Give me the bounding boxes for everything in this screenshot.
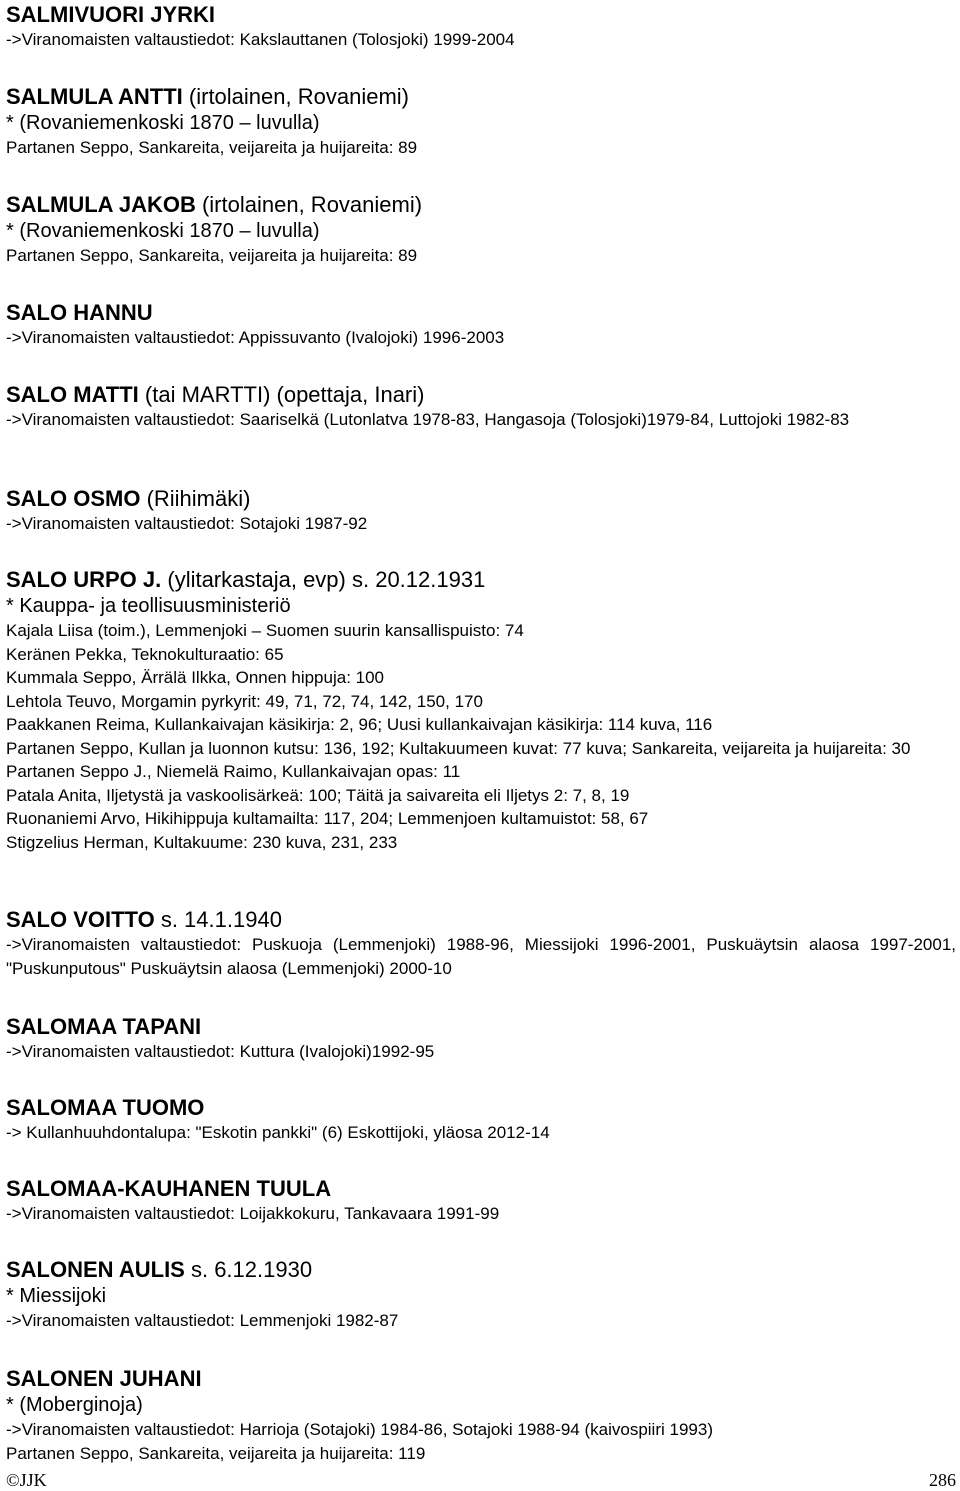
entry-heading xyxy=(6,300,956,326)
entry-line: ->Viranomaisten valtaustiedot: Lemmenjoki 1982-87 xyxy=(6,1311,399,1330)
entry-heading xyxy=(6,192,956,218)
page-number: 286 xyxy=(929,1470,956,1490)
person-name: SALOMAA TAPANI xyxy=(6,1014,202,1039)
entry-line: ->Viranomaisten valtaustiedot: Kakslauttanen (Tolosjoki) 1999-2004 xyxy=(6,30,515,49)
entry xyxy=(6,567,956,854)
entry-line: Kummala Seppo, Ärrälä Ilkka, Onnen hippuja: 100 xyxy=(6,668,385,687)
person-name: SALO URPO J. xyxy=(6,567,162,592)
entry xyxy=(6,1014,956,1064)
person-details: (irtolainen, Rovaniemi) xyxy=(182,84,409,109)
entry xyxy=(6,382,956,432)
entry-heading xyxy=(6,2,956,28)
person-name: SALOMAA-KAUHANEN TUULA xyxy=(6,1176,332,1201)
entry-line: * (Rovaniemenkoski 1870 – luvulla) xyxy=(6,220,320,242)
entry-line: Partanen Seppo, Sankareita, veijareita ja huijareita: 119 xyxy=(6,1443,426,1463)
person-name: SALMIVUORI JYRKI xyxy=(6,2,216,27)
person-name: SALMULA ANTTI xyxy=(6,84,183,109)
person-name: SALO VOITTO xyxy=(6,907,155,932)
entry-line: Stigzelius Herman, Kultakuume: 230 kuva, 231, 233 xyxy=(6,832,398,852)
entry xyxy=(6,486,956,536)
entry xyxy=(6,300,956,350)
entry-line: -> Kullanhuuhdontalupa: "Eskotin pankki" (6) Eskottijoki, yläosa 2012-14 xyxy=(6,1123,550,1142)
person-name: SALMULA JAKOB xyxy=(6,192,196,217)
person-details: (ylitarkastaja, evp) s. 20.12.1931 xyxy=(161,567,486,592)
entry-heading xyxy=(6,1176,956,1202)
entry xyxy=(6,907,956,980)
entry-heading xyxy=(6,1257,956,1283)
entry xyxy=(6,1095,956,1145)
person-name: SALOMAA TUOMO xyxy=(6,1095,205,1120)
entry xyxy=(6,1176,956,1226)
copyright-text: ©JJK xyxy=(6,1470,47,1490)
entry-line: Paakkanen Reima, Kullankaivajan käsikirja: 2, 96; Uusi kullankaivajan käsikirja: 114 kuva, 116 xyxy=(6,715,713,734)
entry xyxy=(6,192,956,268)
person-name: SALO MATTI xyxy=(6,382,139,407)
entry-line: * (Moberginoja) xyxy=(6,1394,143,1416)
person-details: s. 6.12.1930 xyxy=(184,1257,313,1282)
entry-heading xyxy=(6,84,956,110)
person-details: s. 14.1.1940 xyxy=(154,907,282,932)
person-name: SALONEN AULIS xyxy=(6,1257,185,1282)
entry-line: Lehtola Teuvo, Morgamin pyrkyrit: 49, 71, 72, 74, 142, 150, 170 xyxy=(6,691,483,711)
person-details: (irtolainen, Rovaniemi) xyxy=(195,192,423,217)
entry-line: * (Rovaniemenkoski 1870 – luvulla) xyxy=(6,112,320,134)
entry-line: ->Viranomaisten valtaustiedot: Kuttura (Ivalojoki)1992-95 xyxy=(6,1042,435,1061)
entry-line: ->Viranomaisten valtaustiedot: Puskuoja (Lemmenjoki) 1988-96, Miessijoki 1996-2001, Puskuäytsin alaosa 1997-2001, "Puskunputous" Puskuäytsin alaosa (Lemmenjoki) 2000-10 xyxy=(6,935,956,978)
entry-line: * Miessijoki xyxy=(6,1285,107,1307)
entry-line: Partanen Seppo, Sankareita, veijareita ja huijareita: 89 xyxy=(6,246,418,265)
entry-line: Kajala Liisa (toim.), Lemmenjoki – Suomen suurin kansallispuisto: 74 xyxy=(6,621,524,640)
entry-line: Keränen Pekka, Teknokulturaatio: 65 xyxy=(6,644,284,664)
entry-line: Partanen Seppo, Sankareita, veijareita ja huijareita: 89 xyxy=(6,138,418,157)
entry-line: Partanen Seppo J., Niemelä Raimo, Kullankaivajan opas: 11 xyxy=(6,762,461,781)
entry-heading xyxy=(6,567,956,593)
entry-line: ->Viranomaisten valtaustiedot: Sotajoki 1987-92 xyxy=(6,514,368,533)
entry-heading xyxy=(6,1366,956,1392)
entry-heading xyxy=(6,907,956,933)
entry-line: ->Viranomaisten valtaustiedot: Harrioja (Sotajoki) 1984-86, Sotajoki 1988-94 (kaivospiiri 1993) xyxy=(6,1420,713,1439)
entry-heading xyxy=(6,486,956,512)
entry-line: ->Viranomaisten valtaustiedot: Loijakkokuru, Tankavaara 1991-99 xyxy=(6,1204,500,1223)
person-name: SALO OSMO xyxy=(6,486,141,511)
entry-line: Patala Anita, Iljetystä ja vaskoolisärkeä: 100; Täitä ja saivareita eli Iljetys 2: 7, 8, 19 xyxy=(6,785,630,805)
person-name: SALONEN JUHANI xyxy=(6,1366,202,1391)
person-name: SALO HANNU xyxy=(6,300,153,325)
entry-line: * Kauppa- ja teollisuusministeriö xyxy=(6,595,291,617)
entry-heading xyxy=(6,1014,956,1040)
entry-heading xyxy=(6,382,956,408)
person-details: (tai MARTTI) (opettaja, Inari) xyxy=(138,382,425,407)
entry xyxy=(6,1257,956,1333)
person-details: (Riihimäki) xyxy=(140,486,251,511)
entry-line: ->Viranomaisten valtaustiedot: Appissuvanto (Ivalojoki) 1996-2003 xyxy=(6,328,505,347)
entry-line: Partanen Seppo, Kullan ja luonnon kutsu: 136, 192; Kultakuumeen kuvat: 77 kuva; Sankareita, veijareita ja huijareita: 30 xyxy=(6,738,911,758)
entry xyxy=(6,84,956,160)
entry xyxy=(6,1366,956,1465)
entry-line: ->Viranomaisten valtaustiedot: Saariselkä (Lutonlatva 1978-83, Hangasoja (Tolosjoki)1979-84, Luttojoki 1982-83 xyxy=(6,410,850,429)
entry xyxy=(6,2,956,52)
entry-heading xyxy=(6,1095,956,1121)
entry-line: Ruonaniemi Arvo, Hikihippuja kultamailta: 117, 204; Lemmenjoen kultamuistot: 58, 67 xyxy=(6,809,649,828)
